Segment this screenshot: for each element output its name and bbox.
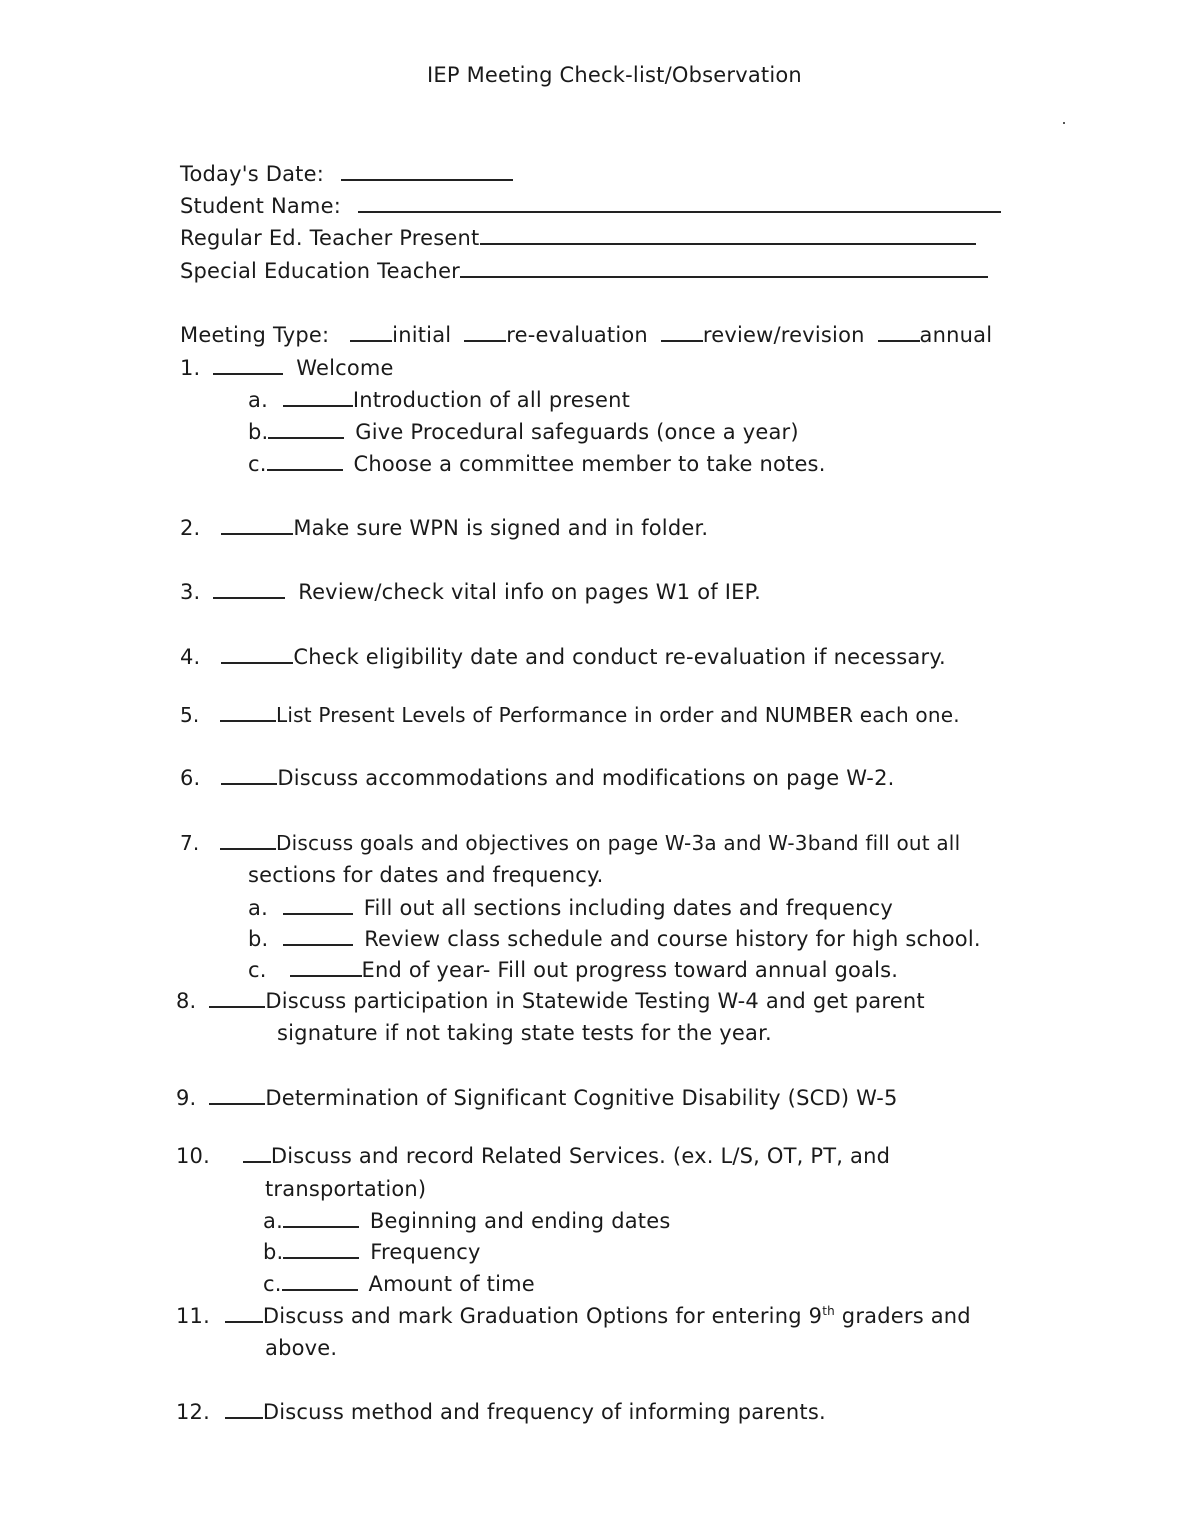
item-text: Make sure WPN is signed and in folder. (293, 516, 709, 540)
student-name-blank[interactable] (358, 193, 1001, 213)
item-10c (263, 1271, 535, 1297)
item-12-blank[interactable] (225, 1399, 263, 1419)
regular-teacher-blank[interactable] (480, 225, 976, 245)
item-4 (180, 644, 946, 670)
item-7b (248, 926, 981, 952)
item-11-blank[interactable] (225, 1303, 263, 1323)
annual-blank[interactable] (878, 322, 920, 342)
item-1b-blank[interactable] (268, 419, 344, 439)
item-10b-blank[interactable] (283, 1239, 359, 1259)
sub-letter: b. (248, 927, 269, 951)
item-5-blank[interactable] (220, 702, 276, 722)
item-number: 4. (180, 645, 201, 669)
sub-letter: b. (263, 1240, 284, 1264)
item-10b (263, 1239, 481, 1265)
item-1a-blank[interactable] (283, 387, 353, 407)
student-name-line (180, 193, 1001, 219)
meeting-type-line (180, 322, 992, 348)
re-evaluation-blank[interactable] (464, 322, 506, 342)
item-10-blank[interactable] (243, 1143, 271, 1163)
item-number: 7. (180, 831, 200, 855)
item-text: Discuss and record Related Services. (ex. L/S, OT, PT, and (270, 1144, 891, 1168)
item-7-blank[interactable] (220, 830, 276, 850)
item-1-blank[interactable] (213, 355, 283, 375)
item-7 (180, 830, 960, 856)
item-9-blank[interactable] (209, 1085, 265, 1105)
scan-speck (1063, 122, 1065, 124)
item-number: 9. (176, 1086, 197, 1110)
item-number: 1. (180, 356, 201, 380)
sub-letter: b. (248, 420, 269, 444)
sub-text: Amount of time (368, 1272, 535, 1296)
item-text: Discuss goals and objectives on page W-3a and W-3band fill out all (276, 831, 961, 855)
meeting-type-label: Meeting Type: (180, 323, 330, 347)
item-text: Check eligibility date and conduct re-evaluation if necessary. (293, 645, 946, 669)
meeting-type-annual: annual (919, 323, 993, 347)
item-text: Review/check vital info on pages W1 of IEP. (298, 580, 762, 604)
item-10a-blank[interactable] (283, 1208, 359, 1228)
item-text-start: Discuss and mark Graduation Options for entering 9 (262, 1304, 823, 1328)
sub-text: End of year- Fill out progress toward annual goals. (361, 958, 899, 982)
item-10-continued: transportation) (265, 1177, 427, 1201)
item-3 (180, 579, 761, 605)
item-text: Determination of Significant Cognitive Disability (SCD) W-5 (265, 1086, 898, 1110)
meeting-type-re-evaluation: re-evaluation (506, 323, 648, 347)
item-1 (180, 355, 394, 381)
item-12 (176, 1399, 826, 1425)
todays-date-line (180, 161, 513, 187)
item-1c-blank[interactable] (267, 451, 343, 471)
item-number: 12. (176, 1400, 210, 1424)
item-7c (248, 957, 898, 983)
item-10 (176, 1143, 890, 1169)
item-7-continued: sections for dates and frequency. (248, 863, 604, 887)
page-title: IEP Meeting Check-list/Observation (427, 63, 802, 87)
item-10c-blank[interactable] (282, 1271, 358, 1291)
sub-text: Fill out all sections including dates and frequency (363, 896, 893, 920)
item-7a (248, 895, 893, 921)
item-1a (248, 387, 630, 413)
item-2-blank[interactable] (221, 515, 293, 535)
sub-text: Choose a committee member to take notes. (353, 452, 826, 476)
item-1b (248, 419, 799, 445)
sub-text: Give Procedural safeguards (once a year) (355, 420, 799, 444)
item-6-blank[interactable] (221, 765, 277, 785)
item-number: 3. (180, 580, 201, 604)
item-7a-blank[interactable] (283, 895, 353, 915)
item-1c (248, 451, 826, 477)
item-6 (180, 765, 895, 791)
item-8 (176, 988, 925, 1014)
sub-letter: c. (248, 452, 267, 476)
item-number: 2. (180, 516, 201, 540)
item-9 (176, 1085, 898, 1111)
item-11-continued: above. (265, 1336, 338, 1360)
item-number: 6. (180, 766, 201, 790)
sub-letter: a. (248, 388, 268, 412)
sub-text: Introduction of all present (352, 388, 631, 412)
sub-letter: c. (248, 958, 267, 982)
sub-text: Beginning and ending dates (369, 1209, 671, 1233)
special-teacher-blank[interactable] (460, 258, 988, 278)
item-text-end: graders and (834, 1304, 971, 1328)
todays-date-blank[interactable] (341, 161, 513, 181)
item-text: Discuss method and frequency of informing parents. (262, 1400, 826, 1424)
item-7c-blank[interactable] (290, 957, 362, 977)
regular-teacher-label: Regular Ed. Teacher Present (180, 226, 480, 250)
regular-teacher-line (180, 225, 976, 251)
item-text: Welcome (296, 356, 394, 380)
item-3-blank[interactable] (213, 579, 285, 599)
meeting-type-review-revision: review/revision (702, 323, 865, 347)
sub-letter: a. (263, 1209, 283, 1233)
item-number: 8. (176, 989, 197, 1013)
special-teacher-line (180, 258, 988, 284)
item-5 (180, 702, 960, 728)
sub-text: Review class schedule and course history for high school. (364, 927, 981, 951)
item-number: 5. (180, 703, 200, 727)
item-text: Discuss participation in Statewide Testing W-4 and get parent (265, 989, 925, 1013)
review-revision-blank[interactable] (661, 322, 703, 342)
student-name-label: Student Name: (180, 194, 341, 218)
item-8-blank[interactable] (209, 988, 265, 1008)
ordinal-suffix: th (822, 1304, 835, 1318)
special-teacher-label: Special Education Teacher (180, 259, 461, 283)
item-11 (176, 1303, 971, 1329)
item-number: 11. (176, 1304, 210, 1328)
todays-date-label: Today's Date: (180, 162, 324, 186)
meeting-type-initial: initial (392, 323, 452, 347)
item-2 (180, 515, 708, 541)
item-8-continued: signature if not taking state tests for the year. (277, 1021, 772, 1045)
item-text: List Present Levels of Performance in order and NUMBER each one. (276, 703, 960, 727)
item-4-blank[interactable] (221, 644, 293, 664)
sub-letter: c. (263, 1272, 282, 1296)
item-10a (263, 1208, 671, 1234)
item-number: 10. (176, 1144, 210, 1168)
sub-text: Frequency (370, 1240, 481, 1264)
item-7b-blank[interactable] (283, 926, 353, 946)
initial-blank[interactable] (350, 322, 392, 342)
sub-letter: a. (248, 896, 268, 920)
item-text: Discuss accommodations and modifications on page W-2. (277, 766, 895, 790)
